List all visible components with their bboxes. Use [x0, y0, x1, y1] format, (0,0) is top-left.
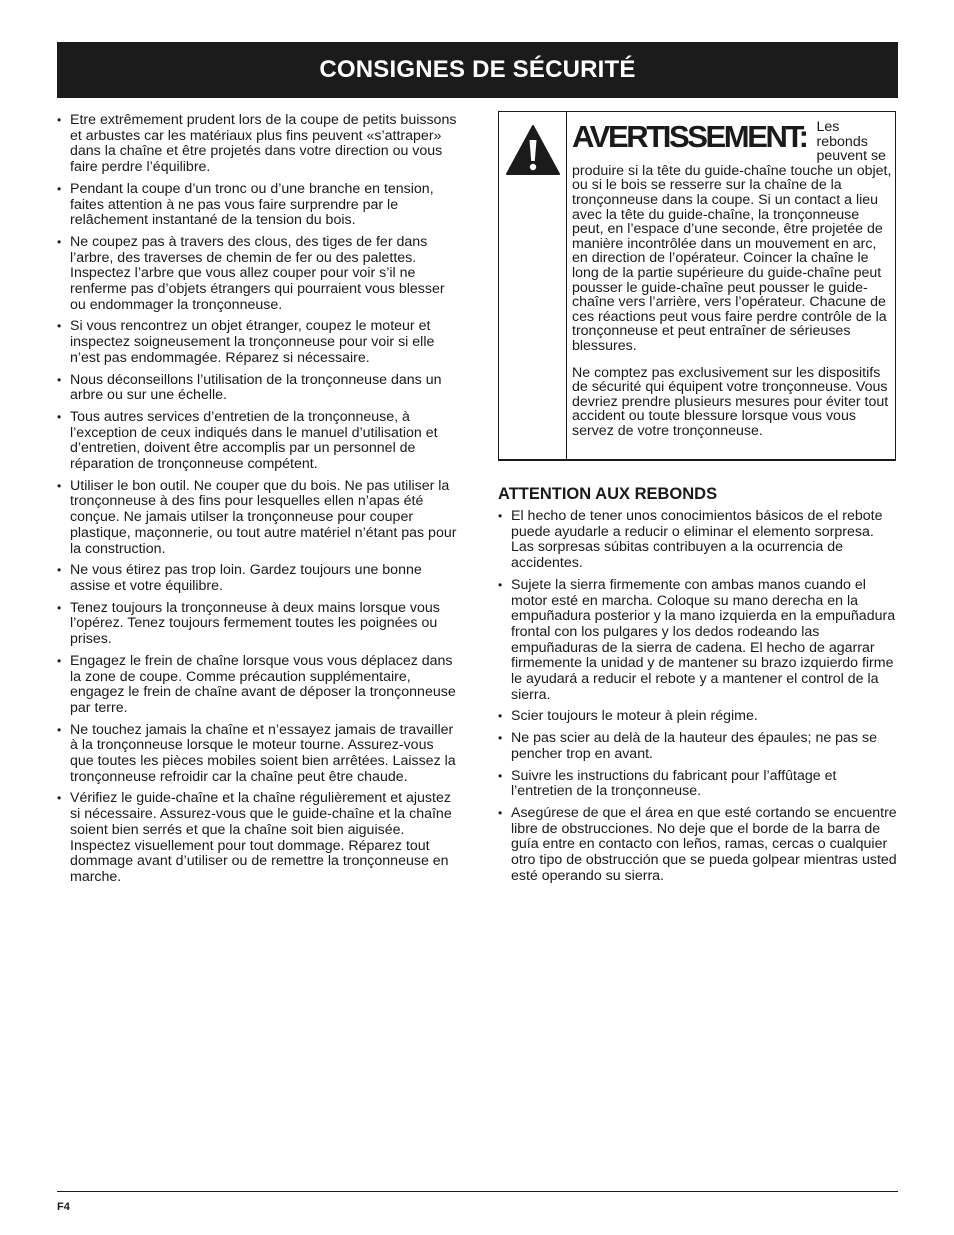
warning-icon-cell: [499, 112, 567, 459]
list-item: • Sujete la sierra firmemente con ambas manos cuando el motor esté en marcha. Coloque su mano derecha en la empuñadura posterior y la mano izquierda en la empuñadura frontal con los pulgares y los dedos rodeando las empuñaduras de la sierra de cadena. El hecho de agarrar firmemente la unidad y de mantener su brazo izquierdo firme le ayudará a reducir el rebote y a mantener el control de la sierra.: [498, 578, 898, 704]
kickback-heading: ATTENTION AUX REBONDS: [498, 485, 718, 503]
list-item: • Tous autres services d’entretien de la tronçonneuse, à l’exception de ceux indiqués dans le manuel d’utilisation et d’entretien, doivent être accomplis par un personnel de réparation de tronçonneuse compétent.: [57, 410, 459, 473]
list-item: • Asegúrese de que el área en que esté cortando se encuentre libre de obstrucciones. No deje que el borde de la barra de guía entre en contacto con leños, ramas, cercas o cualquier otro tipo de obstrucción que se pueda golpear mientras usted esté operando su sierra.: [498, 806, 898, 885]
list-item: • Etre extrêmement prudent lors de la coupe de petits buissons et arbustes car les matériaux plus fins peuvent «s’attraper» dans la chaîne et être projetés dans votre direction ou vous faire perdre l’équilibre.: [57, 113, 459, 176]
list-item: • Vérifiez le guide-chaîne et la chaîne régulièrement et ajustez si nécessaire. Assurez-vous que le guide-chaîne et la chaîne soient bien serrés et que la chaîne soit bien aiguisée. Inspectez visuellement pour tout dommage. Réparez tout dommage avant d’utiliser ou de remettre la tronçonneuse en marche.: [57, 791, 459, 885]
list-item: • Ne vous étirez pas trop loin. Gardez toujours une bonne assise et votre équilibre.: [57, 563, 459, 594]
list-item: • Engagez le frein de chaîne lorsque vous vous déplacez dans la zone de coupe. Comme précaution supplémentaire, engagez le frein de chaîne avant de déposer la tronçonneuse par terre.: [57, 654, 459, 717]
list-item: • Ne coupez pas à travers des clous, des tiges de fer dans l’arbre, des traverses de chemin de fer ou des palettes. Inspectez l’arbre que vous allez couper pour voir s’il ne renferme pas d’objets étrangers qui pourraient vous blesser ou endommager la tronçonneuse.: [57, 235, 459, 314]
list-item: • Nous déconseillons l’utilisation de la tronçonneuse dans un arbre ou sur une échelle.: [57, 373, 459, 404]
section-header-bar: [57, 42, 898, 98]
list-item: • Scier toujours le moteur à plein régime.: [498, 709, 898, 725]
left-column: [57, 113, 459, 892]
list-item: • El hecho de tener unos conocimientos básicos de el rebote puede ayudarle a reducir o eliminar el elemento sorpresa. Las sorpresas súbitas contribuyen a la ocurrencia de accidentes.: [498, 509, 898, 572]
list-item: • Si vous rencontrez un objet étranger, coupez le moteur et inspectez soigneusement la tronçonneuse pour voir si elle n’est pas endommagée. Réparez si nécessaire.: [57, 319, 459, 366]
list-item: • Suivre les instructions du fabricant pour l’affûtage et l’entretien de la tronçonneuse.: [498, 769, 898, 800]
kickback-bullet-list: [498, 509, 898, 884]
list-item: • Ne touchez jamais la chaîne et n’essayez jamais de travailler à la tronçonneuse lorsque le moteur tourne. Assurez-vous que toutes les pièces mobiles soient bien arrêtées. Laissez la tronçonneuse refroidir car la chaîne peut être chaude.: [57, 723, 459, 786]
safety-bullet-list: [57, 113, 459, 886]
warning-title: AVERTISSEMENT:: [572, 119, 807, 154]
warning-paragraph-2: Ne comptez pas exclusivement sur les dispositifs de sécurité qui équipent votre tronçonneuse. Vous devriez prendre plusieurs mesures pour éviter tout accident ou toute blessure lorsque vous vous servez de votre tronçonneuse.: [572, 364, 889, 439]
list-item: • Tenez toujours la tronçonneuse à deux mains lorsque vous l’opérez. Tenez toujours fermement toutes les poignées ou prises.: [57, 601, 459, 648]
right-column: [498, 111, 898, 890]
page-title: CONSIGNES DE SÉCURITÉ: [319, 56, 636, 83]
list-item: • Utiliser le bon outil. Ne couper que du bois. Ne pas utiliser la tronçonneuse à des fins pour lesquelles ellen n’apas été conçue. Ne jamais utilser la tronçonneuse pour couper plastique, maçonnerie, ou tout autre matériel n’étant pas pour la construction.: [57, 479, 459, 558]
warning-box: [498, 111, 896, 461]
list-item: • Pendant la coupe d’un tronc ou d’une branche en tension, faites attention à ne pas vous faire surprendre par le relâchement instantané de la tension du bois.: [57, 182, 459, 229]
footer-divider: [57, 1191, 898, 1192]
list-item: • Ne pas scier au delà de la hauteur des épaules; ne pas se pencher trop en avant.: [498, 731, 898, 762]
warning-text: [572, 120, 892, 450]
warning-triangle-icon: [505, 124, 561, 176]
warning-paragraph-1: Les rebonds peuvent se produire si la tête du guide-chaîne touche un objet, ou si le bois se resserre sur la chaîne de la tronçonneuse dans la coupe. Si un contact a lieu avec la tête du guide-chaîne, la tronçonneuse peut, en l’espace d’une seconde, être projetée de manière incontrôlée dans un mouvement en arc, en direction de l’opérateur. Coincer la chaîne le long de la partie supérieure du guide-chaîne peut pousser le guide-chaîne peut pousser le guide-chaîne vers l’arrière, vers l’opérateur. Chacune de ces réactions peut vous faire perdre contrôle de la tronçonneuse et peut entraîner de sérieuses blessures.: [572, 119, 892, 354]
page-number: F4: [57, 1201, 70, 1213]
